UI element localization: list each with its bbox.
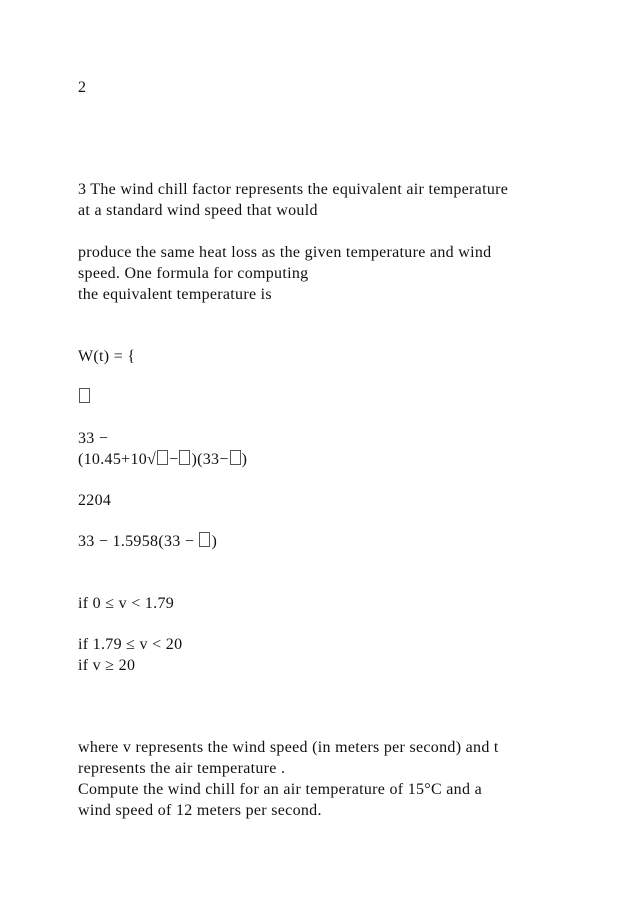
closing-line-3: Compute the wind chill for an air temperature of 15°C and a xyxy=(78,781,482,798)
problem-intro-line-4: speed. One formula for computing xyxy=(78,265,309,282)
missing-glyph-icon xyxy=(79,388,90,403)
formula-term: ) xyxy=(211,533,218,550)
formula-case3 xyxy=(78,531,217,553)
formula-term: )(33− xyxy=(191,451,229,468)
condition-2: if 1.79 ≤ v < 20 xyxy=(78,636,183,653)
closing-line-2: represents the air temperature . xyxy=(78,760,286,777)
missing-glyph-icon xyxy=(199,532,210,547)
formula-lhs: W(t) = { xyxy=(78,348,136,365)
formula-term: − xyxy=(169,451,179,468)
missing-glyph-icon xyxy=(230,450,241,465)
problem-intro-line-2: at a standard wind speed that would xyxy=(78,202,318,219)
problem-intro-line-1: 3 The wind chill factor represents the equivalent air temperature xyxy=(78,181,509,198)
missing-glyph-icon xyxy=(179,450,190,465)
formula-term: (10.45+10√ xyxy=(78,451,157,468)
formula-case1 xyxy=(78,387,91,409)
missing-glyph-icon xyxy=(157,450,168,465)
closing-line-1: where v represents the wind speed (in meters per second) and t xyxy=(78,739,499,756)
formula-term: 33 − 1.5958(33 − xyxy=(78,533,199,550)
page-number: 2 xyxy=(78,79,87,96)
problem-intro-line-3: produce the same heat loss as the given temperature and wind xyxy=(78,244,492,261)
formula-term: ) xyxy=(241,451,248,468)
condition-1: if 0 ≤ v < 1.79 xyxy=(78,595,175,612)
formula-case2-line1: 33 − xyxy=(78,430,109,447)
condition-3: if v ≥ 20 xyxy=(78,657,136,674)
problem-intro-line-5: the equivalent temperature is xyxy=(78,286,272,303)
formula-denominator: 2204 xyxy=(78,492,112,509)
formula-case2-line2 xyxy=(78,449,247,471)
closing-line-4: wind speed of 12 meters per second. xyxy=(78,802,322,819)
